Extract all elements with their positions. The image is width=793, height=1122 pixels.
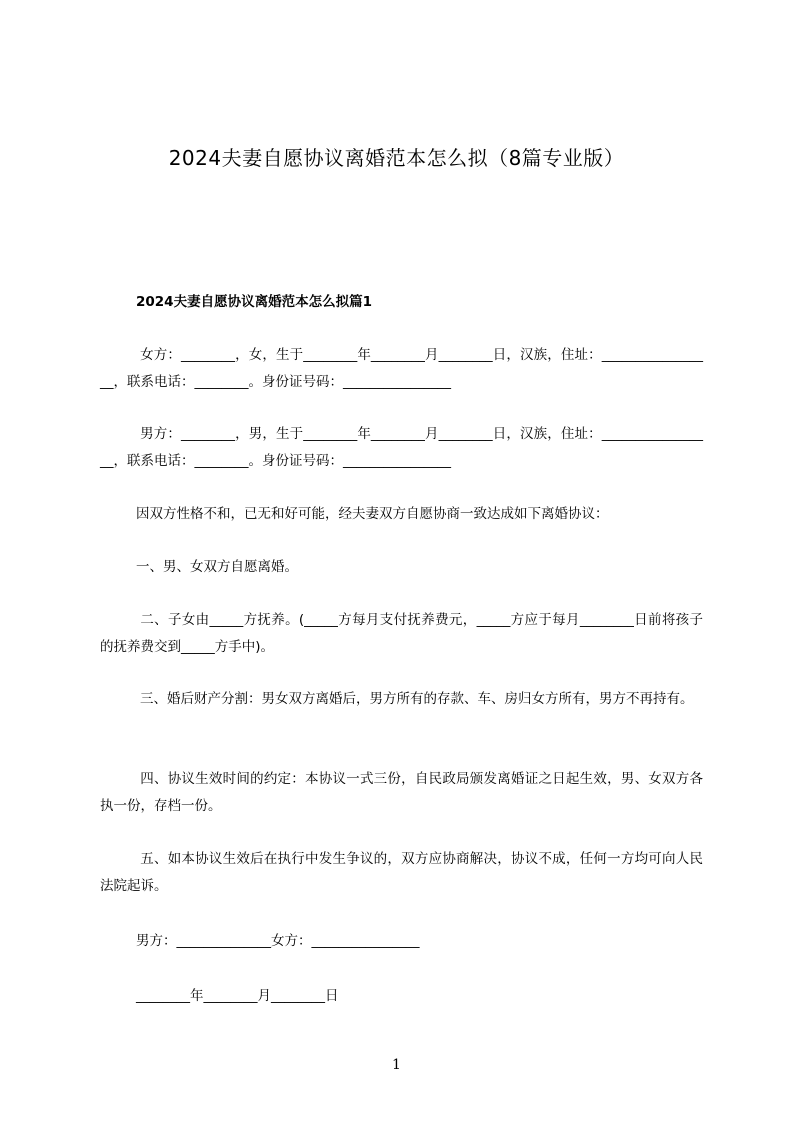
- clause-1-paragraph: [100, 554, 703, 581]
- clause-3-paragraph: [100, 686, 703, 713]
- clause-4-text: 四、协议生效时间的约定：本协议一式三份，自民政局颁发离婚证之日起生效，男、女双方各执一份，存档一份。: [100, 771, 703, 814]
- clause-3-text: 三、婚后财产分割：男女双方离婚后，男方所有的存款、车、房归女方所有，男方不再持有。: [140, 691, 694, 707]
- section-heading: 2024夫妻自愿协议离婚范本怎么拟篇1: [136, 294, 372, 310]
- party-female-text: 女方：________，女，生于________年________月________日，汉族，住址：_________________，联系电话：________。身份证号码：________________: [100, 347, 703, 390]
- clause-2-text: 二、子女由_____方抚养。(_____方每月支付抚养费元，_____方应于每月________日前将孩子的抚养费交到_____方手中)。: [100, 612, 703, 655]
- document-title: 2024夫妻自愿协议离婚范本怎么拟（8篇专业版）: [168, 146, 625, 170]
- party-female-paragraph: [100, 342, 703, 396]
- preamble-paragraph: [100, 501, 703, 528]
- page-number: 1: [392, 1057, 401, 1073]
- clause-4-paragraph: [100, 766, 703, 820]
- preamble-text: 因双方性格不和，已无和好可能，经夫妻双方自愿协商一致达成如下离婚协议：: [136, 506, 609, 522]
- party-male-paragraph: [100, 421, 703, 475]
- clause-5-text: 五、如本协议生效后在执行中发生争议的，双方应协商解决，协议不成，任何一方均可向人民法院起诉。: [100, 851, 703, 894]
- date-line: ________年________月________日: [136, 988, 339, 1004]
- signature-line: 男方：______________女方：________________: [136, 933, 420, 949]
- party-male-text: 男方：________，男，生于________年________月________日，汉族，住址：_________________，联系电话：________。身份证号码：________________: [100, 426, 703, 469]
- clause-1-text: 一、男、女双方自愿离婚。: [136, 559, 298, 575]
- clause-2-paragraph: [100, 607, 703, 661]
- clause-5-paragraph: [100, 846, 703, 900]
